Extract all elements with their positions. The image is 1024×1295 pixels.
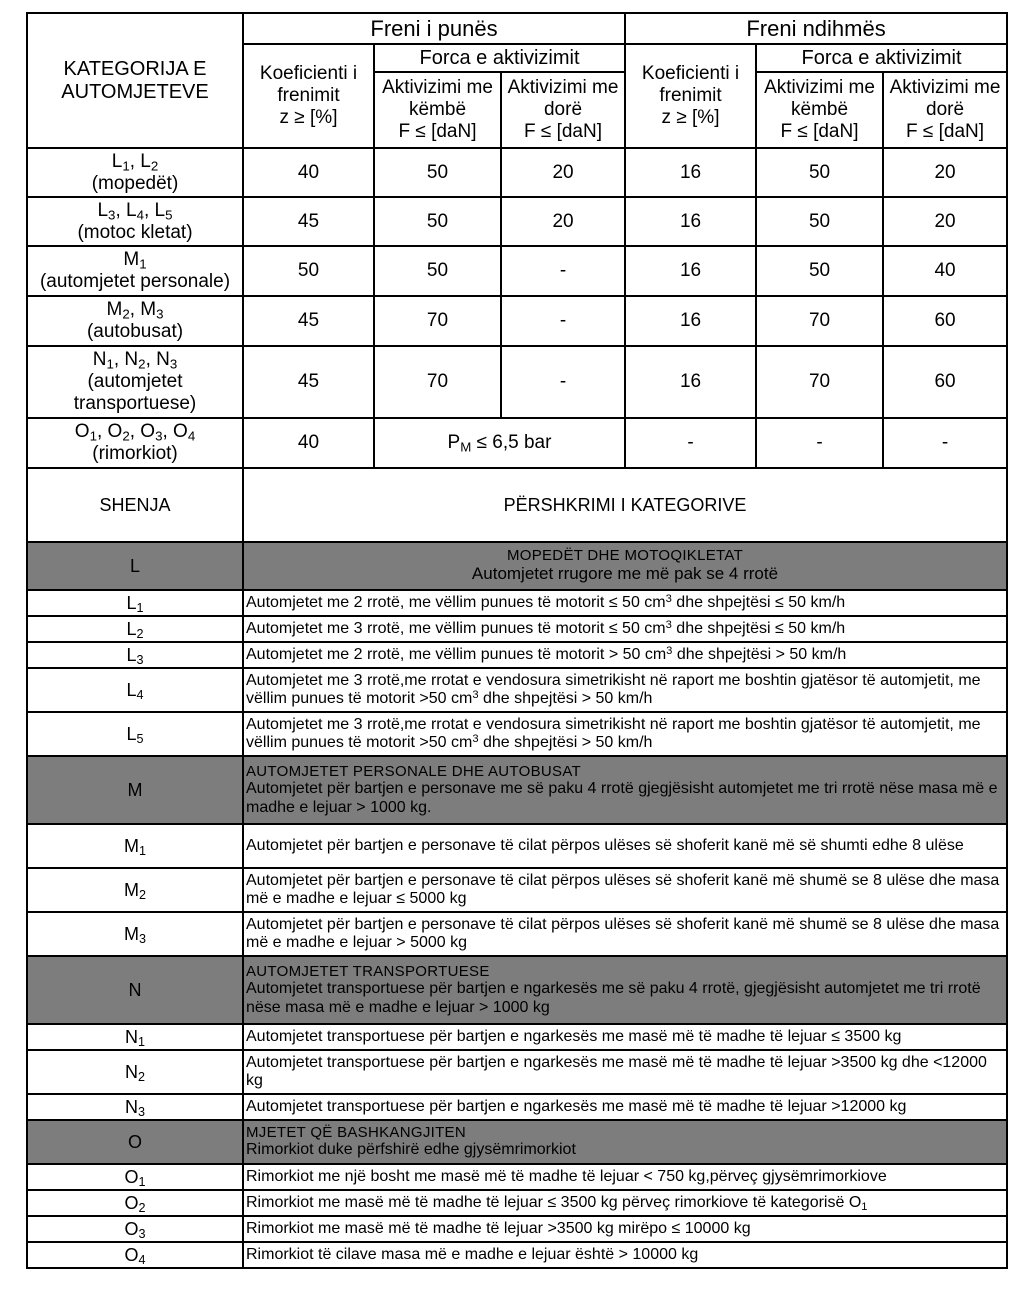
brake-row xyxy=(27,418,1007,468)
service-hand-cell: 20 xyxy=(501,148,625,197)
aux-foot-cell: 70 xyxy=(756,296,883,346)
category-description-cell: AUTOMJETET TRANSPORTUESE Automjetet transportuese për bartjen e ngarkesës me së paku 4 rrotë, gjegjësisht automjetet me tri rrotë nëse masa më e madhe e lejuar > 1000 kg xyxy=(243,956,1007,1024)
service-hand-cell: - xyxy=(501,346,625,418)
service-hand-cell: 20 xyxy=(501,197,625,246)
foot-label: Aktivizimi me këmbë xyxy=(764,77,875,121)
category-code-cell: $L_2$ xyxy=(27,616,243,642)
force-unit: F ≤ [daN] xyxy=(906,120,985,142)
category-code-cell: $O_2$ xyxy=(27,1190,243,1216)
force-header-1: Forca e aktivizimit xyxy=(374,44,625,72)
brake-table-body xyxy=(27,148,1007,468)
aux-foot-cell: 50 xyxy=(756,246,883,296)
vehicle-category-cell: $M_1$ (automjetet personale) xyxy=(27,246,243,296)
foot-header-1 xyxy=(374,72,501,148)
aux-coef-cell: 16 xyxy=(625,197,756,246)
category-description-cell: Rimorkiot të cilave masa më e madhe e lejuar është > 10000 kg xyxy=(243,1242,1007,1268)
service-foot-cell: 70 xyxy=(374,346,501,418)
force-header-2: Forca e aktivizimit xyxy=(756,44,1007,72)
category-row xyxy=(27,668,1007,712)
aux-coef-cell: 16 xyxy=(625,296,756,346)
service-hand-cell: - xyxy=(501,296,625,346)
description-header: PËRSHKRIMI I KATEGORIVE xyxy=(243,469,1007,542)
category-group-row xyxy=(27,756,1007,824)
category-group-row xyxy=(27,956,1007,1024)
foot-label: Aktivizimi me këmbë xyxy=(382,77,493,121)
hand-label: Aktivizimi me dorë xyxy=(507,77,619,121)
category-column-header: KATEGORIJA E AUTOMJETEVE xyxy=(27,13,243,148)
vehicle-category-cell: $M_2$, $M_3$ (autobusat) xyxy=(27,296,243,346)
category-row xyxy=(27,590,1007,616)
category-code-cell: $L_5$ xyxy=(27,712,243,756)
service-coef-cell: 50 xyxy=(243,246,374,296)
force-unit: F ≤ [daN] xyxy=(780,120,859,142)
category-code-cell: $M_1$ xyxy=(27,824,243,868)
category-row xyxy=(27,712,1007,756)
category-description-cell: Automjetet me 2 rrotë, me vëllim punues të motorit > 50 $cm^3$ dhe shpejtësi > 50 km/h xyxy=(243,642,1007,668)
hand-header-2 xyxy=(883,72,1007,148)
vehicle-category-cell: $L_1$, $L_2$ (mopedët) xyxy=(27,148,243,197)
service-hand-cell: - xyxy=(501,246,625,296)
category-description-cell: Automjetet për bartjen e personave të cilat përpos ulëses së shoferit kanë më shumë se 8 ulëse dhe masa më e madhe e lejuar > 5000 kg xyxy=(243,912,1007,956)
category-code-cell: $N_3$ xyxy=(27,1094,243,1120)
category-description-cell: Automjetet transportuese për bartjen e ngarkesës me masë më të madhe të lejuar >12000 kg xyxy=(243,1094,1007,1120)
category-group-row xyxy=(27,542,1007,590)
aux-coef-cell: - xyxy=(625,418,756,468)
aux-foot-cell: 50 xyxy=(756,197,883,246)
category-group-row xyxy=(27,1120,1007,1164)
category-description-cell: Automjetet për bartjen e personave të cilat përpos ulëses së shoferit kanë më shumë se 8 ulëse dhe masa më e madhe e lejuar ≤ 5000 kg xyxy=(243,868,1007,912)
category-code-cell: O xyxy=(27,1120,243,1164)
category-description-cell: MOPEDËT DHE MOTOQIKLETAT Automjetet rrugore me më pak se 4 rrotë xyxy=(243,542,1007,590)
category-code-cell: $O_1$ xyxy=(27,1164,243,1190)
category-row xyxy=(27,1094,1007,1120)
category-row xyxy=(27,1164,1007,1190)
coef-unit: z ≥ [%] xyxy=(279,106,338,128)
hand-header-1 xyxy=(501,72,625,148)
service-coef-cell: 45 xyxy=(243,296,374,346)
category-code-cell: L xyxy=(27,542,243,590)
aux-coef-cell: 16 xyxy=(625,246,756,296)
brake-row xyxy=(27,148,1007,197)
aux-coef-cell: 16 xyxy=(625,346,756,418)
category-code-cell: $N_2$ xyxy=(27,1050,243,1094)
category-description-cell: Automjetet me 3 rrotë,me rrotat e vendosura simetrikisht në raport me boshtin gjatësor të automjetit, me vëllim punues të motorit >50 $cm^3$ dhe shpejtësi > 50 km/h xyxy=(243,668,1007,712)
brake-row xyxy=(27,246,1007,296)
brake-row xyxy=(27,296,1007,346)
aux-hand-cell: 20 xyxy=(883,197,1007,246)
aux-foot-cell: 70 xyxy=(756,346,883,418)
document xyxy=(26,12,1006,1269)
service-coef-cell: 45 xyxy=(243,197,374,246)
categories-table xyxy=(26,469,1008,1269)
category-code-cell: $M_2$ xyxy=(27,868,243,912)
category-description-cell: AUTOMJETET PERSONALE DHE AUTOBUSAT Automjetet për bartjen e personave me së paku 4 rrotë gjegjësisht automjetet me tri rrotë nëse masa më e madhe e lejuar > 1000 kg. xyxy=(243,756,1007,824)
category-row xyxy=(27,616,1007,642)
coef-unit: z ≥ [%] xyxy=(661,106,720,128)
category-code-cell: $N_1$ xyxy=(27,1024,243,1050)
coef-header-1 xyxy=(243,44,374,148)
service-foot-cell: 50 xyxy=(374,246,501,296)
category-code-cell: N xyxy=(27,956,243,1024)
service-brake-header: Freni i punës xyxy=(243,13,625,44)
force-unit: F ≤ [daN] xyxy=(524,120,603,142)
aux-coef-cell: 16 xyxy=(625,148,756,197)
category-description-cell: Automjetet për bartjen e personave të cilat përpos ulëses së shoferit kanë më së shumti edhe 8 ulëse xyxy=(243,824,1007,868)
category-description-cell: Rimorkiot me masë më të madhe të lejuar >3500 kg mirëpo ≤ 10000 kg xyxy=(243,1216,1007,1242)
brake-table xyxy=(26,12,1008,469)
sign-header: SHENJA xyxy=(27,469,243,542)
category-code-cell: $M_3$ xyxy=(27,912,243,956)
aux-hand-cell: 60 xyxy=(883,296,1007,346)
category-description-cell: Rimorkiot me masë më të madhe të lejuar ≤ 3500 kg përveç rimorkiove të kategorisë $O_1$ xyxy=(243,1190,1007,1216)
brake-row xyxy=(27,346,1007,418)
coef-label: Koeficienti i frenimit xyxy=(259,63,358,107)
category-row xyxy=(27,1190,1007,1216)
category-row xyxy=(27,1216,1007,1242)
service-coef-cell: 45 xyxy=(243,346,374,418)
vehicle-category-cell: $L_3$, $L_4$, $L_5$ (motoc kletat) xyxy=(27,197,243,246)
category-code-cell: $L_3$ xyxy=(27,642,243,668)
category-row xyxy=(27,912,1007,956)
vehicle-category-cell: $N_1$, $N_2$, $N_3$ (automjetet transportuese) xyxy=(27,346,243,418)
category-code-cell: $L_1$ xyxy=(27,590,243,616)
category-description-cell: Automjetet transportuese për bartjen e ngarkesës me masë më të madhe të lejuar >3500 kg dhe <12000 kg xyxy=(243,1050,1007,1094)
service-pressure-cell: $P_M \le 6,5$ bar xyxy=(374,418,625,468)
coef-label: Koeficienti i frenimit xyxy=(641,63,740,107)
category-row xyxy=(27,868,1007,912)
category-description-cell: Rimorkiot me një bosht me masë më të madhe të lejuar < 750 kg,përveç gjysëmrimorkiove xyxy=(243,1164,1007,1190)
service-foot-cell: 50 xyxy=(374,197,501,246)
coef-header-2 xyxy=(625,44,756,148)
category-row xyxy=(27,1050,1007,1094)
category-code-cell: $L_4$ xyxy=(27,668,243,712)
vehicle-category-cell: $O_1$, $O_2$, $O_3$, $O_4$ (rimorkiot) xyxy=(27,418,243,468)
aux-hand-cell: 20 xyxy=(883,148,1007,197)
service-foot-cell: 50 xyxy=(374,148,501,197)
category-code-cell: $O_4$ xyxy=(27,1242,243,1268)
category-row xyxy=(27,824,1007,868)
aux-brake-header: Freni ndihmës xyxy=(625,13,1007,44)
aux-hand-cell: - xyxy=(883,418,1007,468)
aux-hand-cell: 40 xyxy=(883,246,1007,296)
categories-table-body xyxy=(27,542,1007,1268)
category-code-cell: $O_3$ xyxy=(27,1216,243,1242)
category-description-cell: Automjetet me 3 rrotë,me rrotat e vendosura simetrikisht në raport me boshtin gjatësor të automjetit, me vëllim punues të motorit >50 $cm^3$ dhe shpejtësi > 50 km/h xyxy=(243,712,1007,756)
category-description-cell: Automjetet me 3 rrotë, me vëllim punues të motorit ≤ 50 $cm^3$ dhe shpejtësi ≤ 50 km/h xyxy=(243,616,1007,642)
service-foot-cell: 70 xyxy=(374,296,501,346)
category-row xyxy=(27,1242,1007,1268)
category-row xyxy=(27,1024,1007,1050)
category-description-cell: Automjetet transportuese për bartjen e ngarkesës me masë më të madhe të lejuar ≤ 3500 kg xyxy=(243,1024,1007,1050)
force-unit: F ≤ [daN] xyxy=(398,120,477,142)
category-description-cell: Automjetet me 2 rrotë, me vëllim punues të motorit ≤ 50 $cm^3$ dhe shpejtësi ≤ 50 km/h xyxy=(243,590,1007,616)
category-description-cell: MJETET QË BASHKANGJITEN Rimorkiot duke përfshirë edhe gjysëmrimorkiot xyxy=(243,1120,1007,1164)
category-code-cell: M xyxy=(27,756,243,824)
hand-label: Aktivizimi me dorë xyxy=(889,77,1001,121)
category-row xyxy=(27,642,1007,668)
brake-row xyxy=(27,197,1007,246)
service-coef-cell: 40 xyxy=(243,148,374,197)
foot-header-2 xyxy=(756,72,883,148)
aux-hand-cell: 60 xyxy=(883,346,1007,418)
aux-foot-cell: - xyxy=(756,418,883,468)
service-coef-cell: 40 xyxy=(243,418,374,468)
aux-foot-cell: 50 xyxy=(756,148,883,197)
